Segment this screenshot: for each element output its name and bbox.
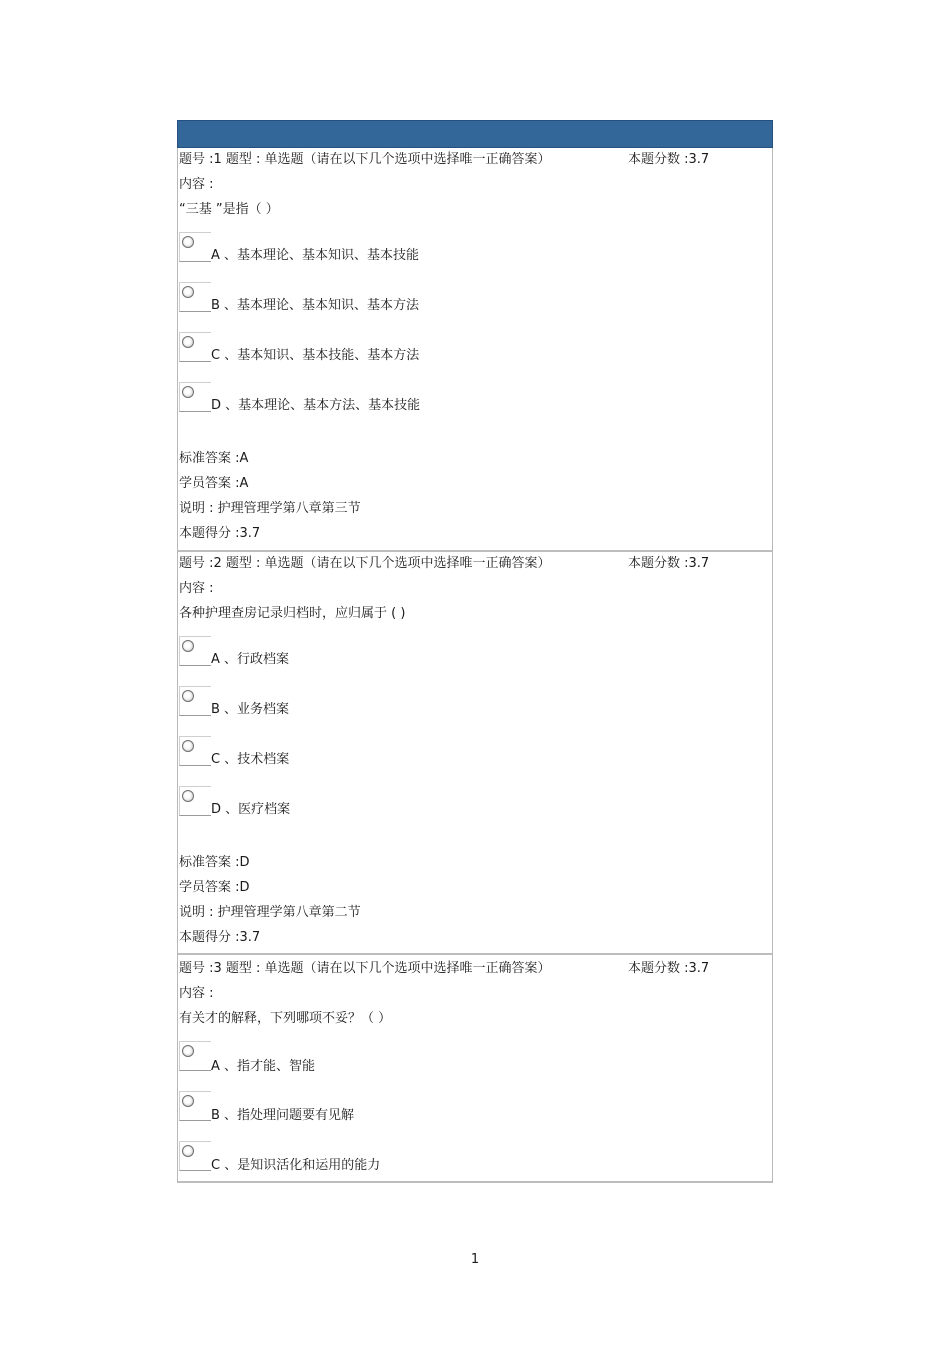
question-block-3 bbox=[177, 955, 773, 1183]
radio-icon bbox=[182, 236, 194, 248]
question-header: 题号 :2 题型 : 单选题（请在以下几个选项中选择唯一正确答案） bbox=[179, 556, 551, 571]
question-header: 题号 :1 题型 : 单选题（请在以下几个选项中选择唯一正确答案） bbox=[179, 152, 551, 167]
question-score-label: 本题分数 :3.7 bbox=[628, 961, 710, 976]
option-b-radio[interactable] bbox=[179, 686, 211, 716]
question-header: 题号 :3 题型 : 单选题（请在以下几个选项中选择唯一正确答案） bbox=[179, 961, 551, 976]
question-stem: 各种护理查房记录归档时，应归属于 ( ) bbox=[179, 606, 406, 621]
option-a-radio[interactable] bbox=[179, 1041, 211, 1071]
option-c-label: C 、是知识活化和运用的能力 bbox=[211, 1158, 381, 1173]
radio-icon bbox=[182, 336, 194, 348]
radio-icon bbox=[182, 640, 194, 652]
option-c-radio[interactable] bbox=[179, 736, 211, 766]
option-c-label: C 、技术档案 bbox=[211, 752, 290, 767]
option-c-radio[interactable] bbox=[179, 1141, 211, 1171]
student-answer: 学员答案 :A bbox=[179, 476, 249, 491]
radio-icon bbox=[182, 690, 194, 702]
option-c-radio[interactable] bbox=[179, 332, 211, 362]
content-label: 内容 : bbox=[179, 581, 214, 596]
option-b-label: B 、业务档案 bbox=[211, 702, 290, 717]
question-score-label: 本题分数 :3.7 bbox=[628, 556, 710, 571]
earned-score: 本题得分 :3.7 bbox=[179, 930, 261, 945]
option-b-radio[interactable] bbox=[179, 1091, 211, 1121]
option-d-radio[interactable] bbox=[179, 786, 211, 816]
option-a-label: A 、指才能、智能 bbox=[211, 1059, 316, 1074]
explanation: 说明 : 护理管理学第八章第二节 bbox=[179, 905, 361, 920]
option-b-label: B 、基本理论、基本知识、基本方法 bbox=[211, 298, 420, 313]
content-label: 内容 : bbox=[179, 177, 214, 192]
question-score-label: 本题分数 :3.7 bbox=[628, 152, 710, 167]
radio-icon bbox=[182, 740, 194, 752]
explanation: 说明 : 护理管理学第八章第三节 bbox=[179, 501, 361, 516]
question-block-2 bbox=[177, 552, 773, 955]
option-a-radio[interactable] bbox=[179, 636, 211, 666]
option-c-label: C 、基本知识、基本技能、基本方法 bbox=[211, 348, 420, 363]
radio-icon bbox=[182, 1045, 194, 1057]
radio-icon bbox=[182, 286, 194, 298]
student-answer: 学员答案 :D bbox=[179, 880, 250, 895]
option-b-label: B 、指处理问题要有见解 bbox=[211, 1108, 355, 1123]
standard-answer: 标准答案 :A bbox=[179, 451, 249, 466]
content-label: 内容 : bbox=[179, 986, 214, 1001]
option-a-label: A 、基本理论、基本知识、基本技能 bbox=[211, 248, 420, 263]
option-a-radio[interactable] bbox=[179, 232, 211, 262]
standard-answer: 标准答案 :D bbox=[179, 855, 250, 870]
header-bar bbox=[177, 120, 773, 148]
radio-icon bbox=[182, 1095, 194, 1107]
option-d-label: D 、医疗档案 bbox=[211, 802, 291, 817]
option-a-label: A 、行政档案 bbox=[211, 652, 290, 667]
radio-icon bbox=[182, 790, 194, 802]
option-b-radio[interactable] bbox=[179, 282, 211, 312]
radio-icon bbox=[182, 1145, 194, 1157]
option-d-radio[interactable] bbox=[179, 382, 211, 412]
question-stem: 有关才的解释，下列哪项不妥？（ ） bbox=[179, 1011, 392, 1026]
page-number: 1 bbox=[470, 1252, 480, 1267]
question-stem: “三基 ”是指（ ） bbox=[179, 202, 279, 217]
question-sheet bbox=[177, 120, 773, 1183]
option-d-label: D 、基本理论、基本方法、基本技能 bbox=[211, 398, 421, 413]
question-block-1 bbox=[177, 148, 773, 552]
radio-icon bbox=[182, 386, 194, 398]
earned-score: 本题得分 :3.7 bbox=[179, 526, 261, 541]
